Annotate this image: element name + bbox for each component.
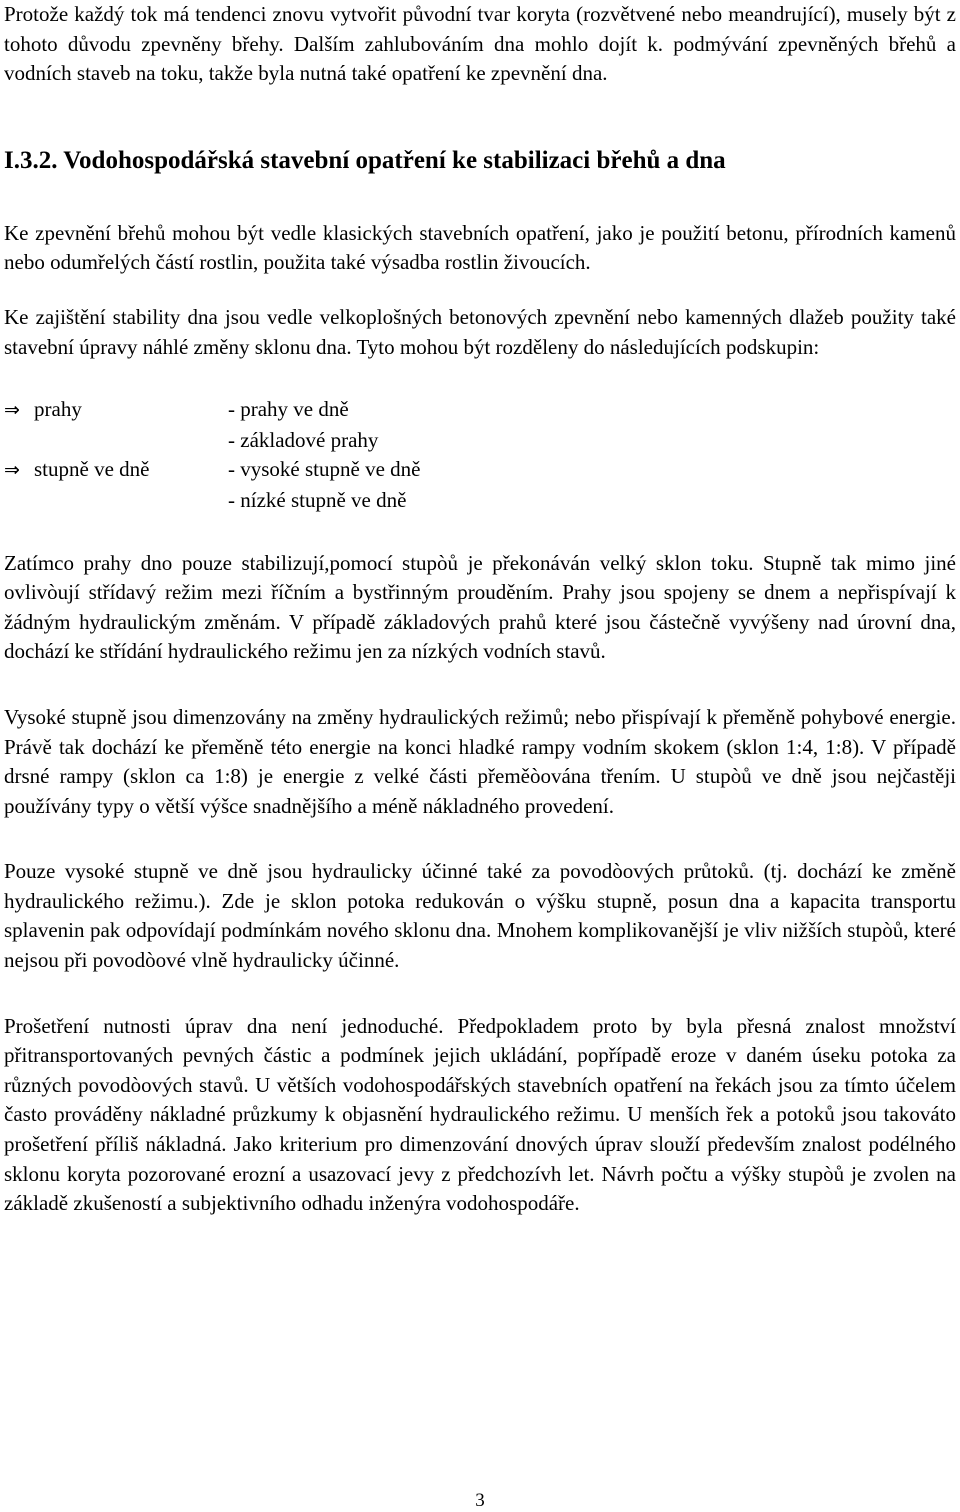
subgroup-label: stupně ve dně — [34, 457, 150, 482]
subgroup-item: - prahy ve dně — [228, 397, 349, 422]
subgroup-spacer — [4, 426, 228, 456]
subgroup-label: prahy — [34, 397, 82, 422]
subgroup-spacer — [4, 486, 228, 516]
subgroup-item: - nízké stupně ve dně — [228, 487, 407, 512]
double-arrow-icon: ⇒ — [4, 459, 20, 482]
document-page — [4, 0, 956, 1219]
intro-paragraph: Protože každý tok má tendenci znovu vytvořit původní tvar koryta (rozvětvené nebo meandrující), musely být z tohoto důvodu zpevněny břehy. Dalším zahlubováním dna mohlo dojít k. podmývání zpevněných břehů a vodních staveb na toku, takže byla nutná také opatření ke zpevnění dna. — [4, 2, 956, 86]
paragraph-bed-stabilization: Ke zajištění stability dna jsou vedle velkoplošných betonových zpevnění nebo kamenných dlažeb použity také stavební úpravy náhlé změny sklonu dna. Tyto mohou být rozděleny do následujících podskupin: — [4, 304, 956, 359]
subgroups-list — [4, 395, 956, 515]
page-number: 3 — [475, 1490, 485, 1511]
subgroup-label-prahy — [4, 395, 228, 426]
section-heading: I.3.2. Vodohospodářská stavební opatření ke stabilizaci břehů a dna — [4, 146, 726, 174]
paragraph-survey: Prošetření nutnosti úprav dna není jednoduché. Předpokladem proto by byla přesná znalost množství přitransportovaných pevných částic a podmínek jejich ukládání, popřípadě eroze v daném úseku potoka za různých povodòových stavů. U větších vodohospodářských stavebních opatření na řekách jsou za tímto účelem často prováděny nákladné průzkumy k objasnění hydraulického režimu. U menších řek a potoků jsou takováto prošetření příliš nákladná. Jako kriterium pro dimenzování dnových úprav slouží především znalost podélného sklonu koryta pozorované erozní a usazovací jevy z předchozívh let. Návrh počtu a výšky stupòů je zvolen na základě zkušeností a subjektivního odhadu inženýra vodohospodáře. — [4, 1013, 956, 1216]
paragraph-high-steps: Vysoké stupně jsou dimenzovány na změny hydraulických režimů; nebo přispívají k přeměně pohybové energie. Právě tak dochází ke přeměně této energie na konci hladké rampy vodním skokem (sklon 1:4, 1:8). V případě drsné rampy (sklon ca 1:8) je energie z velké části přeměòována třením. U stupòů ve dně jsou nejčastěji používány typy o větší výšce snadnějšího a méně nákladného provedení. — [4, 704, 956, 818]
paragraph-sills: Zatímco prahy dno pouze stabilizují,pomocí stupòů je překonáván velký sklon toku. Stupně tak mimo jiné ovlivòují střídavý režim mezi říčním a bystřinným prouděním. Prahy jsou spojeny se dnem a nepřispívají k žádným hydraulickým změnám. V případě základových prahů které jsou částečně vyvýšeny nad úrovní dna, dochází ke střídání hydraulického režimu jen za nízkých vodních stavů. — [4, 550, 956, 664]
paragraph-bank-stabilization: Ke zpevnění břehů mohou být vedle klasických stavebních opatření, jako je použití betonu, přírodních kamenů nebo odumřelých částí rostlin, použita také výsadba rostlin živoucích. — [4, 220, 956, 275]
double-arrow-icon: ⇒ — [4, 399, 20, 422]
paragraph-hydraulic-effect: Pouze vysoké stupně ve dně jsou hydraulicky účinné také za povodòových průtoků. (tj. dochází ke změně hydraulického režimu.). Zde je sklon potoka redukován o výšku stupně, posun dna a kapacita transportu splavenin pak odpovídají podmínkám nového sklonu dna. Mnohem komplikovanější je vliv nižších stupòů, které nejsou při povodòové vlně hydraulicky účinné. — [4, 859, 956, 973]
subgroup-item: - vysoké stupně ve dně — [228, 457, 421, 482]
subgroup-label-stupne — [4, 455, 228, 486]
subgroup-item: - základové prahy — [228, 427, 379, 452]
